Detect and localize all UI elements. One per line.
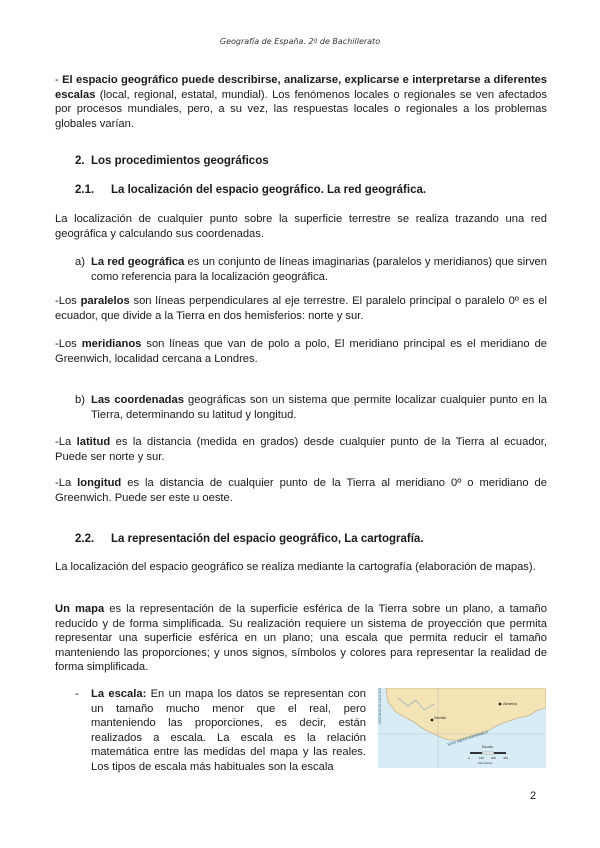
section-2-heading: 2. Los procedimientos geográficos: [75, 155, 269, 167]
map-sea-label: MAR MEDITERRÁNEO: [446, 729, 489, 747]
intro-bold: El espacio geográfico puede describirse, analizarse, explicarse e interpretarse a diferentes escalas: [55, 74, 547, 101]
map-scale-title: Escala: [482, 745, 493, 749]
item-b-marker: b): [75, 394, 85, 406]
paralelos-paragraph: -Los paralelos son líneas perpendiculares al eje terrestre. El paralelo principal o paralelo 0º es el ecuador, que divide a la Tierra en dos hemisferios: norte y sur.: [55, 295, 547, 322]
map-scale-tick: 450: [503, 756, 509, 760]
map-city-dot: [499, 703, 502, 706]
map-scale-bar: [482, 752, 494, 754]
meridianos-paragraph: -Los meridianos son líneas que van de polo a polo, El meridiano principal es el meridiano de Greenwich, localidad cercana a Londres.: [55, 338, 548, 365]
latitud-paragraph: -La latitud es la distancia (medida en grados) desde cualquier punto de la Tierra al ecuador, Puede ser norte y sur.: [55, 436, 547, 463]
map-figure: [378, 688, 546, 768]
map-city-1: Sevilla: [434, 715, 446, 720]
map-ocean-label: OCÉANO ATLÁNTICO: [378, 688, 382, 724]
map-scale-bar: [470, 752, 482, 754]
section-2-1-heading: 2.1. La localización del espacio geográfico. La red geográfica.: [75, 184, 427, 196]
escala-paragraph: La escala: En un mapa los datos se representan con un tamaño mucho menor que el real, pero manteniendo las proporciones, es decir, están realizados a escala. La escala es la relación matemática entre las medidas del mapa y las reales. Los tipos de escala más habituales son la escala: [91, 688, 366, 773]
longitud-paragraph: -La longitud es la distancia de cualquier punto de la Tierra al meridiano 0º o meridiano de Greenwich. Puede ser este u oeste.: [55, 477, 547, 504]
item-a-paragraph: La red geográfica es un conjunto de líneas imaginarias (paralelos y meridianos) que sirven como referencia para la localización geográfica.: [91, 256, 547, 283]
map-city-2: Almería: [503, 701, 517, 706]
mapa-paragraph: Un mapa es la representación de la superficie esférica de la Tierra sobre un plano, a tamaño reducido y de forma simplificada. Su realización requiere un sistema de proyección que permita representar una superficie esférica en un plano; una escala que permita reducir el tamaño manteniendo las proporciones; y unos signos, símbolos y colores para representar la realidad de forma simplificada.: [55, 603, 547, 673]
map-city-dot: [431, 719, 434, 722]
map-scale-unit: Kilómetros: [478, 761, 493, 765]
cartografia-paragraph: La localización del espacio geográfico se realiza mediante la cartografía (elaboración de mapas).: [55, 561, 536, 573]
map-scale-tick: 300: [491, 756, 497, 760]
section-2-2-heading: 2.2. La representación del espacio geográfico, La cartografía.: [75, 533, 424, 545]
map-scale-tick: 150: [479, 756, 485, 760]
localizacion-paragraph: La localización de cualquier punto sobre la superficie terrestre se realiza trazando una red geográfica y calculando sus coordenadas.: [55, 213, 547, 240]
intro-paragraph: - El espacio geográfico puede describirse, analizarse, explicarse e interpretarse a diferentes escalas (local, regional, estatal, mundial). Los fenómenos locales o regionales se ven afectados por procesos mundiales, pero, a su vez, las respuestas locales o regionales a los problemas globales varían.: [55, 74, 547, 130]
map-scale-tick: 0: [468, 756, 470, 760]
item-a-marker: a): [75, 256, 85, 268]
page-number: 2: [530, 790, 537, 802]
map-scale-bar: [494, 752, 506, 754]
item-b-paragraph: Las coordenadas geográficas son un sistema que permite localizar cualquier punto en la Tierra, determinando su latitud y longitud.: [91, 394, 547, 421]
running-header: Geografía de España. 2º de Bachillerato: [219, 37, 381, 46]
escala-dash: -: [75, 688, 79, 700]
